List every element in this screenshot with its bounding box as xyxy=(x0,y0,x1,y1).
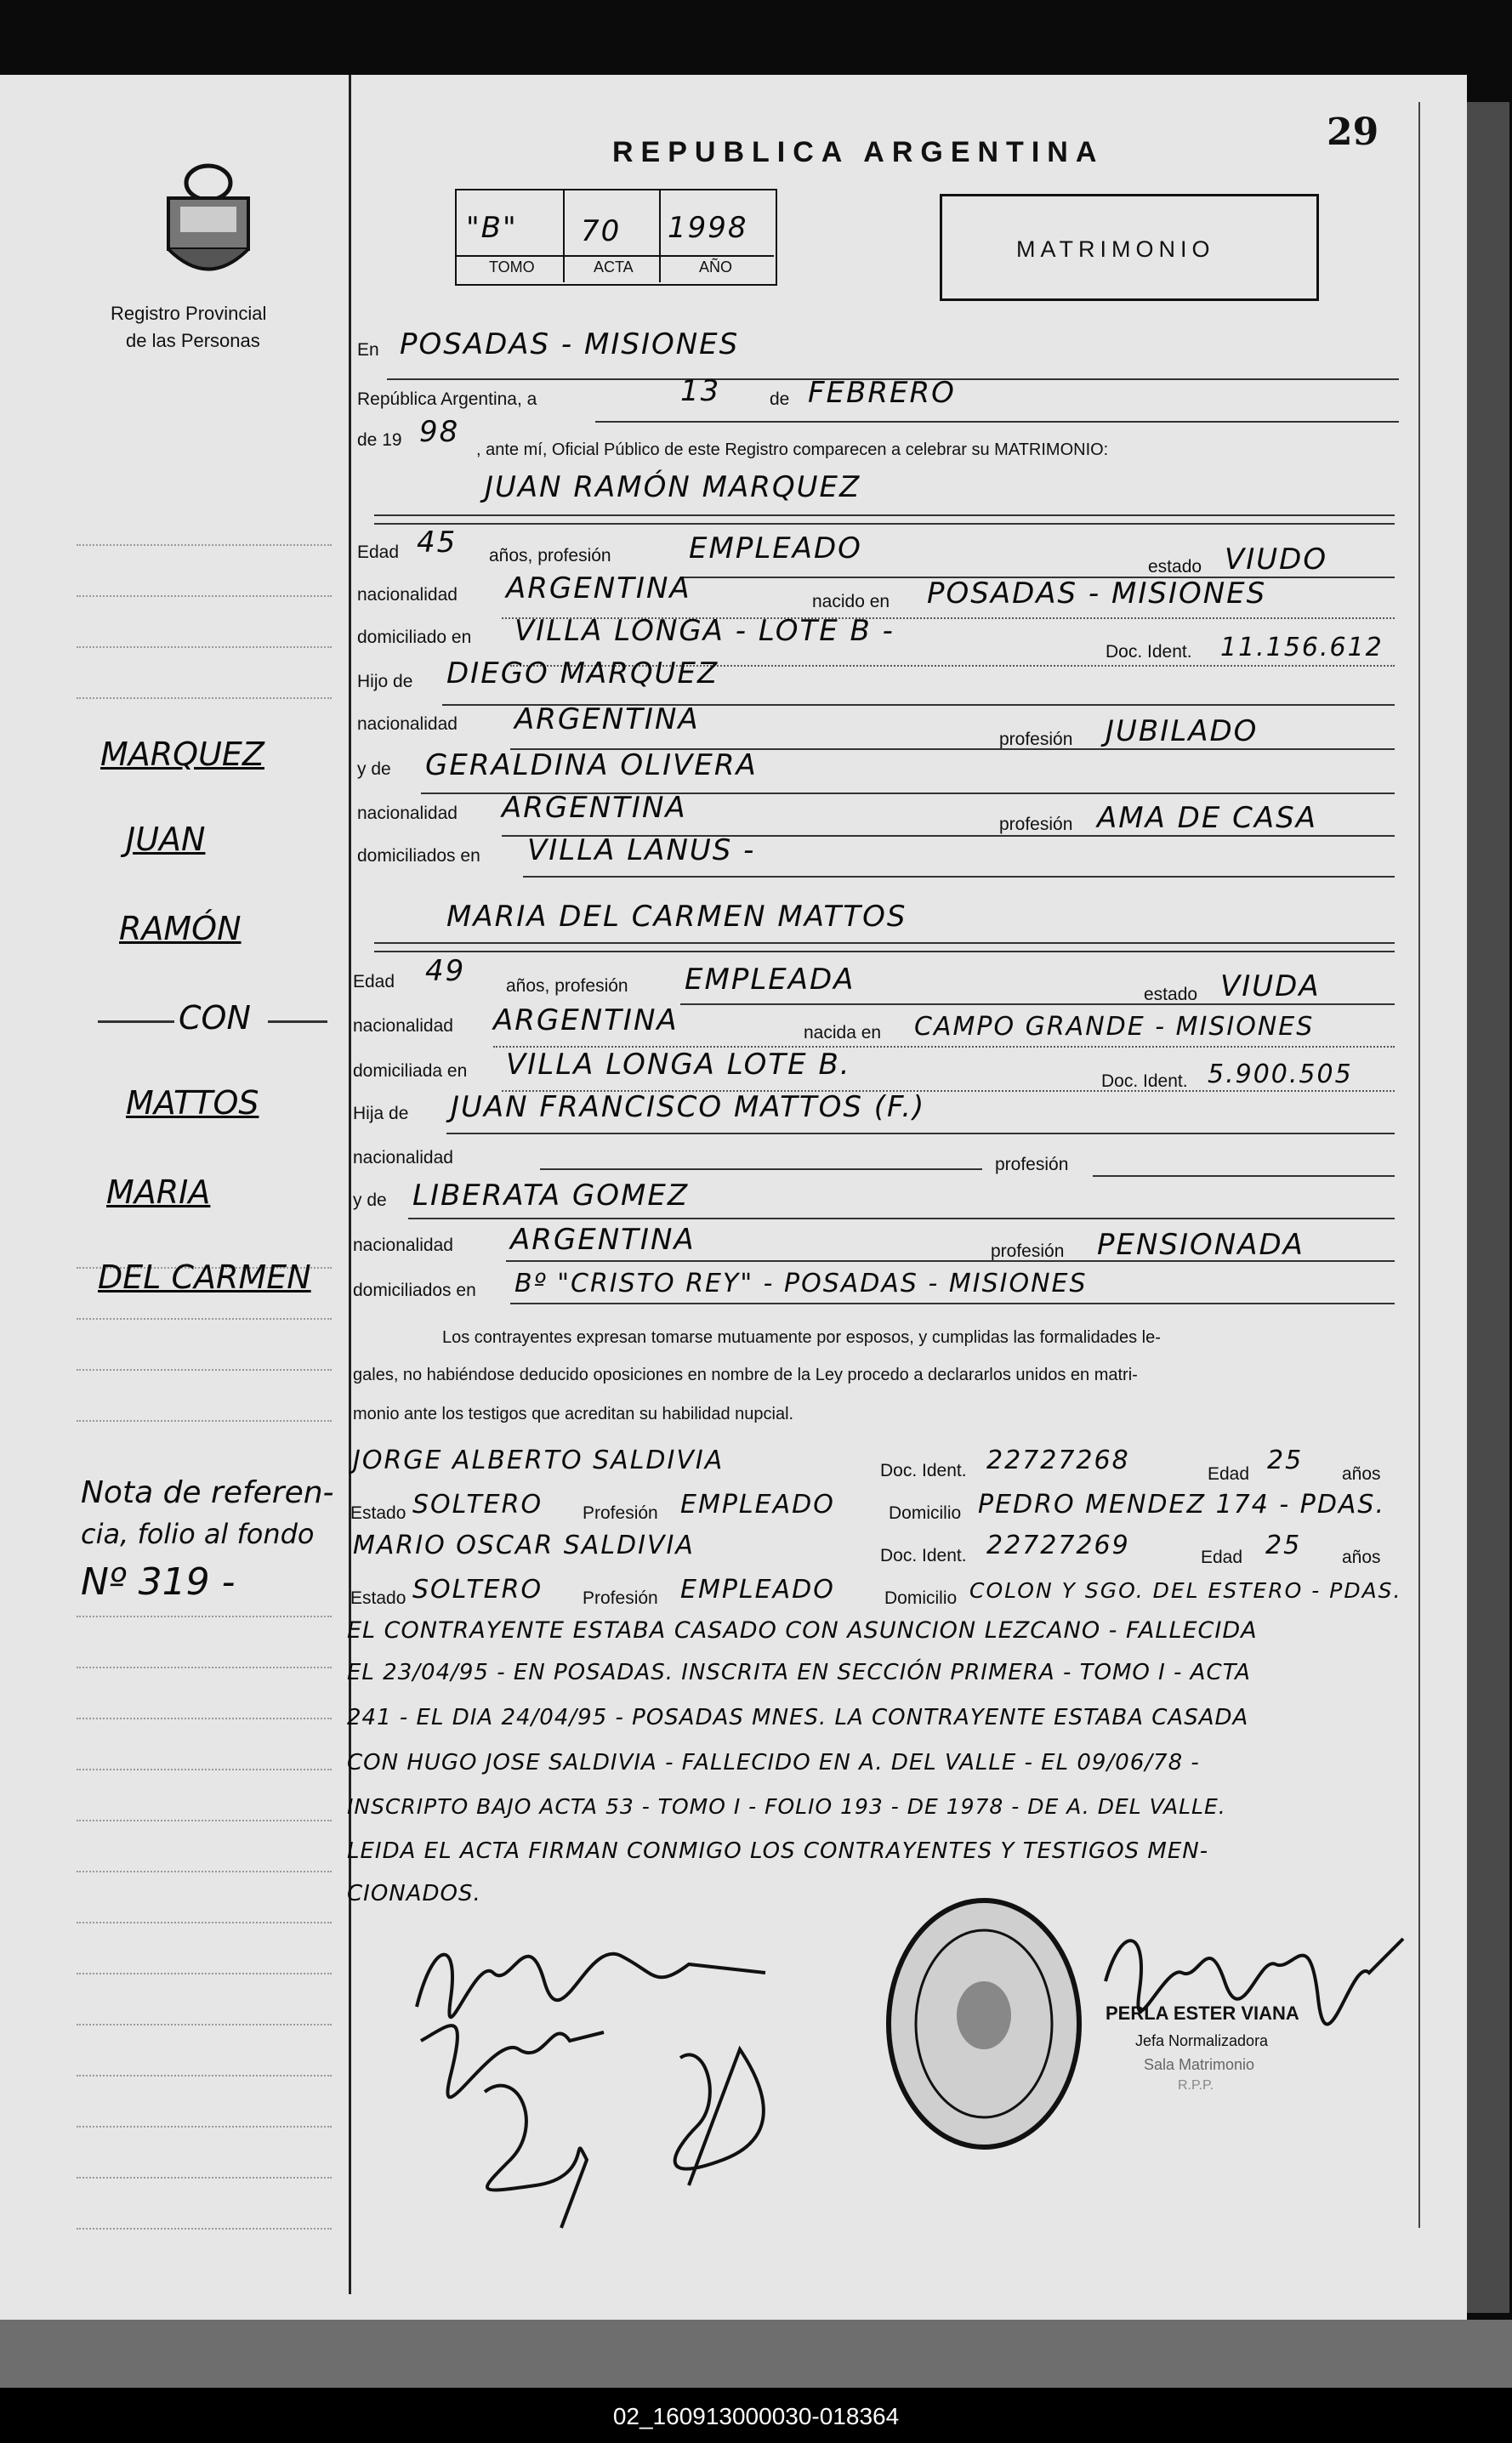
ruled-line xyxy=(77,2024,332,2025)
margin-second-name: RAMÓN xyxy=(119,910,242,947)
fill-line xyxy=(374,942,1395,944)
ruled-line xyxy=(77,544,332,546)
witness-2-domicilio-label: Domicilio xyxy=(884,1588,958,1608)
groom-hijo-label: Hijo de xyxy=(357,672,413,691)
note-line-6: LEIDA EL ACTA FIRMAN CONMIGO LOS CONTRAYENTES Y TESTIGOS MEN- xyxy=(347,1838,1209,1864)
bride-y-de-label: y de xyxy=(353,1190,387,1210)
groom-father-prof: JUBILADO xyxy=(1106,714,1259,748)
groom-mother-prof: AMA DE CASA xyxy=(1097,801,1317,835)
bride-father: JUAN FRANCISCO MATTOS (F.) xyxy=(451,1090,926,1124)
fill-line xyxy=(374,523,1395,525)
witness-2-doc-label: Doc. Ident. xyxy=(880,1546,967,1565)
witness-2-profesion: EMPLEADO xyxy=(680,1575,835,1605)
groom-edad-label: Edad xyxy=(357,543,400,562)
bride-domicilio: VILLA LONGA LOTE B. xyxy=(506,1048,851,1082)
republica-label: República Argentina, a xyxy=(357,389,537,409)
statement-line-3: monio ante los testigos que acreditan su habilidad nupcial. xyxy=(353,1405,794,1423)
groom-estado-label: estado xyxy=(1148,557,1202,577)
margin-con: CON xyxy=(179,999,251,1037)
ruled-line xyxy=(77,2177,332,2179)
groom-father: DIEGO MARQUEZ xyxy=(446,656,719,690)
ruled-line xyxy=(77,646,332,648)
image-caption: 02_160913000030-018364 xyxy=(612,2403,900,2429)
groom-mother-nac-label: nacionalidad xyxy=(357,804,458,823)
officer-name: PERLA ESTER VIANA xyxy=(1106,2003,1299,2024)
groom-mother-prof-label: profesión xyxy=(999,815,1073,834)
de-label: de xyxy=(770,389,790,409)
margin-first-name: JUAN xyxy=(126,821,206,858)
witness-2-domicilio: COLON Y SGO. DEL ESTERO - PDAS. xyxy=(969,1578,1402,1603)
witness-1-edad-label: Edad xyxy=(1208,1464,1250,1484)
bride-father-prof-label: profesión xyxy=(995,1155,1069,1174)
witness-2-edad-label: Edad xyxy=(1201,1548,1243,1567)
statement-line-1: Los contrayentes expresan tomarse mutuamente por esposos, y cumplidas las formalidades le- xyxy=(442,1328,1161,1347)
groom-profesion: EMPLEADO xyxy=(689,531,862,565)
bride-estado-label: estado xyxy=(1144,985,1198,1004)
ruled-line xyxy=(77,1667,332,1668)
margin-bride-second-name: DEL CARMEN xyxy=(98,1258,311,1296)
fill-line xyxy=(1093,1175,1395,1177)
bride-mother: LIBERATA GOMEZ xyxy=(412,1179,690,1213)
witness-1-domicilio: PEDRO MENDEZ 174 - PDAS. xyxy=(978,1490,1386,1520)
bride-edad: 49 xyxy=(425,954,466,988)
groom-nacionalidad: ARGENTINA xyxy=(506,571,691,605)
groom-parents-dom-label: domiciliados en xyxy=(357,846,480,866)
witness-2-edad: 25 xyxy=(1265,1531,1302,1560)
witness-1-domicilio-label: Domicilio xyxy=(889,1503,962,1523)
ruled-line xyxy=(77,1369,332,1371)
officer-office: Sala Matrimonio xyxy=(1144,2056,1255,2073)
margin-note-line-1: Nota de referen- xyxy=(81,1475,334,1510)
ruled-line xyxy=(77,697,332,699)
groom-doc: 11.156.612 xyxy=(1220,633,1384,662)
groom-father-nac: ARGENTINA xyxy=(514,702,700,736)
groom-father-prof-label: profesión xyxy=(999,730,1073,749)
groom-y-de-label: y de xyxy=(357,759,391,779)
note-line-1: EL CONTRAYENTE ESTABA CASADO CON ASUNCION LEZCANO - FALLECIDA xyxy=(347,1617,1258,1644)
folio-number: 29 xyxy=(1327,111,1379,154)
officer-title: Jefa Normalizadora xyxy=(1135,2032,1269,2049)
margin-bride-first-name: MARIA xyxy=(106,1173,211,1211)
note-line-3: 241 - EL DIA 24/04/95 - POSADAS MNES. LA CONTRAYENTE ESTABA CASADA xyxy=(347,1705,1249,1730)
groom-domicilio-label: domiciliado en xyxy=(357,628,472,647)
bride-profesion: EMPLEADA xyxy=(685,963,855,997)
fill-line xyxy=(680,1003,1395,1005)
ruled-line xyxy=(77,1616,332,1617)
bride-domicilio-label: domiciliada en xyxy=(353,1061,468,1081)
bride-doc-label: Doc. Ident. xyxy=(1101,1071,1188,1091)
anio-value: 1998 xyxy=(668,211,748,245)
bride-name: MARIA DEL CARMEN MATTOS xyxy=(446,900,907,934)
bride-father-nac-label: nacionalidad xyxy=(353,1148,453,1168)
page-edge-shadow xyxy=(1467,102,1509,2313)
groom-estado: VIUDO xyxy=(1225,543,1328,577)
witness-1-edad: 25 xyxy=(1267,1446,1304,1475)
groom-name: JUAN RAMÓN MARQUEZ xyxy=(485,470,861,504)
witness-2-doc: 22727269 xyxy=(986,1531,1130,1560)
place-value: POSADAS - MISIONES xyxy=(400,327,740,361)
witness-2-profesion-label: Profesión xyxy=(583,1588,658,1608)
fill-line xyxy=(506,1260,1395,1262)
witness-1-profesion-label: Profesión xyxy=(583,1503,658,1523)
ruled-line xyxy=(77,2228,332,2230)
officer-text: , ante mí, Oficial Público de este Registro comparecen a celebrar su MATRIMONIO: xyxy=(476,440,1109,459)
fill-line xyxy=(446,1133,1395,1134)
ruled-line xyxy=(77,1973,332,1974)
bride-nacionalidad: ARGENTINA xyxy=(493,1003,679,1037)
groom-edad: 45 xyxy=(417,526,458,560)
witness-1-anos-label: años xyxy=(1342,1464,1381,1484)
box-divider xyxy=(455,255,774,257)
bride-nacida: CAMPO GRANDE - MISIONES xyxy=(914,1012,1315,1042)
witness-2-name: MARIO OSCAR SALDIVIA xyxy=(353,1531,695,1560)
bride-estado: VIUDA xyxy=(1220,969,1321,1003)
ruled-line xyxy=(77,1769,332,1770)
coat-of-arms-icon xyxy=(153,157,264,289)
margin-dash xyxy=(98,1020,174,1023)
scanner-bed xyxy=(0,2320,1512,2388)
bride-doc: 5.900.505 xyxy=(1208,1060,1353,1089)
groom-nacido: POSADAS - MISIONES xyxy=(927,577,1267,611)
bride-profesion-label: años, profesión xyxy=(506,976,628,996)
witness-1-estado: SOLTERO xyxy=(412,1490,543,1520)
witness-2-estado: SOLTERO xyxy=(412,1575,543,1605)
witness-1-name: JORGE ALBERTO SALDIVIA xyxy=(353,1446,725,1475)
margin-bride-surname: MATTOS xyxy=(126,1084,259,1122)
margin-surname: MARQUEZ xyxy=(100,736,264,773)
de19-label: de 19 xyxy=(357,430,402,450)
groom-mother: GERALDINA OLIVERA xyxy=(425,748,758,782)
note-line-7: CIONADOS. xyxy=(347,1881,481,1906)
bride-mother-prof-label: profesión xyxy=(991,1241,1065,1261)
fill-line xyxy=(374,951,1395,952)
groom-profesion-label: años, profesión xyxy=(489,546,611,565)
groom-mother-nac: ARGENTINA xyxy=(502,791,687,825)
witness-1-doc-label: Doc. Ident. xyxy=(880,1461,967,1480)
tomo-label: TOMO xyxy=(489,259,535,276)
witness-2-estado-label: Estado xyxy=(350,1588,406,1608)
registry-name-line2: de las Personas xyxy=(126,330,260,351)
witness-1-profesion: EMPLEADO xyxy=(680,1490,835,1520)
ruled-line xyxy=(77,2075,332,2077)
fill-line xyxy=(408,1218,1395,1219)
tomo-value: "B" xyxy=(466,211,518,245)
officer-org: R.P.P. xyxy=(1178,2078,1214,2093)
matrimonio-title: MATRIMONIO xyxy=(1016,236,1215,262)
ruled-line xyxy=(77,1420,332,1422)
bride-mother-nac: ARGENTINA xyxy=(510,1223,696,1257)
bride-hija-label: Hija de xyxy=(353,1104,409,1123)
ruled-line xyxy=(77,1718,332,1719)
groom-parents-dom: VILLA LANUS - xyxy=(527,833,756,867)
groom-nacido-label: nacido en xyxy=(812,592,890,611)
groom-nacionalidad-label: nacionalidad xyxy=(357,585,458,605)
groom-father-nac-label: nacionalidad xyxy=(357,714,458,734)
bride-mother-prof: PENSIONADA xyxy=(1097,1228,1305,1262)
ruled-line xyxy=(77,1922,332,1923)
en-label: En xyxy=(357,340,379,360)
witness-1-estado-label: Estado xyxy=(350,1503,406,1523)
groom-domicilio: VILLA LONGA - LOTE B - xyxy=(514,614,895,648)
fill-line xyxy=(374,514,1395,516)
box-divider xyxy=(659,189,661,282)
republic-heading: REPUBLICA ARGENTINA xyxy=(612,136,1105,168)
bride-mother-nac-label: nacionalidad xyxy=(353,1236,453,1255)
box-divider xyxy=(563,189,565,282)
bride-nacida-label: nacida en xyxy=(804,1023,882,1043)
fill-line xyxy=(510,1303,1395,1304)
officer-signature xyxy=(1097,1905,1412,2049)
margin-note-line-3: Nº 319 - xyxy=(81,1560,236,1604)
bride-parents-dom-label: domiciliados en xyxy=(353,1281,476,1300)
anio-label: AÑO xyxy=(699,259,733,276)
note-line-4: CON HUGO JOSE SALDIVIA - FALLECIDO EN A. DEL VALLE - EL 09/06/78 - xyxy=(347,1750,1200,1775)
signature-scribbles xyxy=(400,1905,791,2262)
fill-line xyxy=(540,1168,982,1170)
bride-parents-dom: Bº "CRISTO REY" - POSADAS - MISIONES xyxy=(514,1269,1088,1298)
bride-nacionalidad-label: nacionalidad xyxy=(353,1016,453,1036)
ruled-line xyxy=(77,595,332,597)
note-line-5: INSCRIPTO BAJO ACTA 53 - TOMO I - FOLIO 193 - DE 1978 - DE A. DEL VALLE. xyxy=(347,1794,1226,1819)
statement-line-2: gales, no habiéndose deducido oposiciones en nombre de la Ley procedo a declararlos unidos en matri- xyxy=(353,1366,1138,1384)
fill-line xyxy=(595,421,1399,423)
day-value: 13 xyxy=(680,374,721,408)
fill-line xyxy=(523,876,1395,878)
margin-rule xyxy=(349,75,351,2294)
acta-value: 70 xyxy=(581,214,622,248)
right-border-rule xyxy=(1418,102,1420,2228)
bride-edad-label: Edad xyxy=(353,972,395,991)
official-seal-icon xyxy=(884,1896,1084,2151)
registry-name-line1: Registro Provincial xyxy=(111,303,267,324)
ruled-line xyxy=(77,2126,332,2128)
year-value: 98 xyxy=(419,415,460,449)
note-line-2: EL 23/04/95 - EN POSADAS. INSCRITA EN SECCIÓN PRIMERA - TOMO I - ACTA xyxy=(347,1660,1251,1685)
ruled-line xyxy=(77,1871,332,1872)
acta-label: ACTA xyxy=(594,259,634,276)
witness-2-anos-label: años xyxy=(1342,1548,1381,1567)
margin-note-line-2: cia, folio al fondo xyxy=(81,1518,315,1550)
witness-1-doc: 22727268 xyxy=(986,1446,1130,1475)
month-value: FEBRERO xyxy=(808,376,956,410)
ruled-line xyxy=(77,1318,332,1320)
groom-doc-label: Doc. Ident. xyxy=(1106,642,1192,662)
ruled-line xyxy=(77,1820,332,1821)
margin-dash xyxy=(268,1020,327,1023)
